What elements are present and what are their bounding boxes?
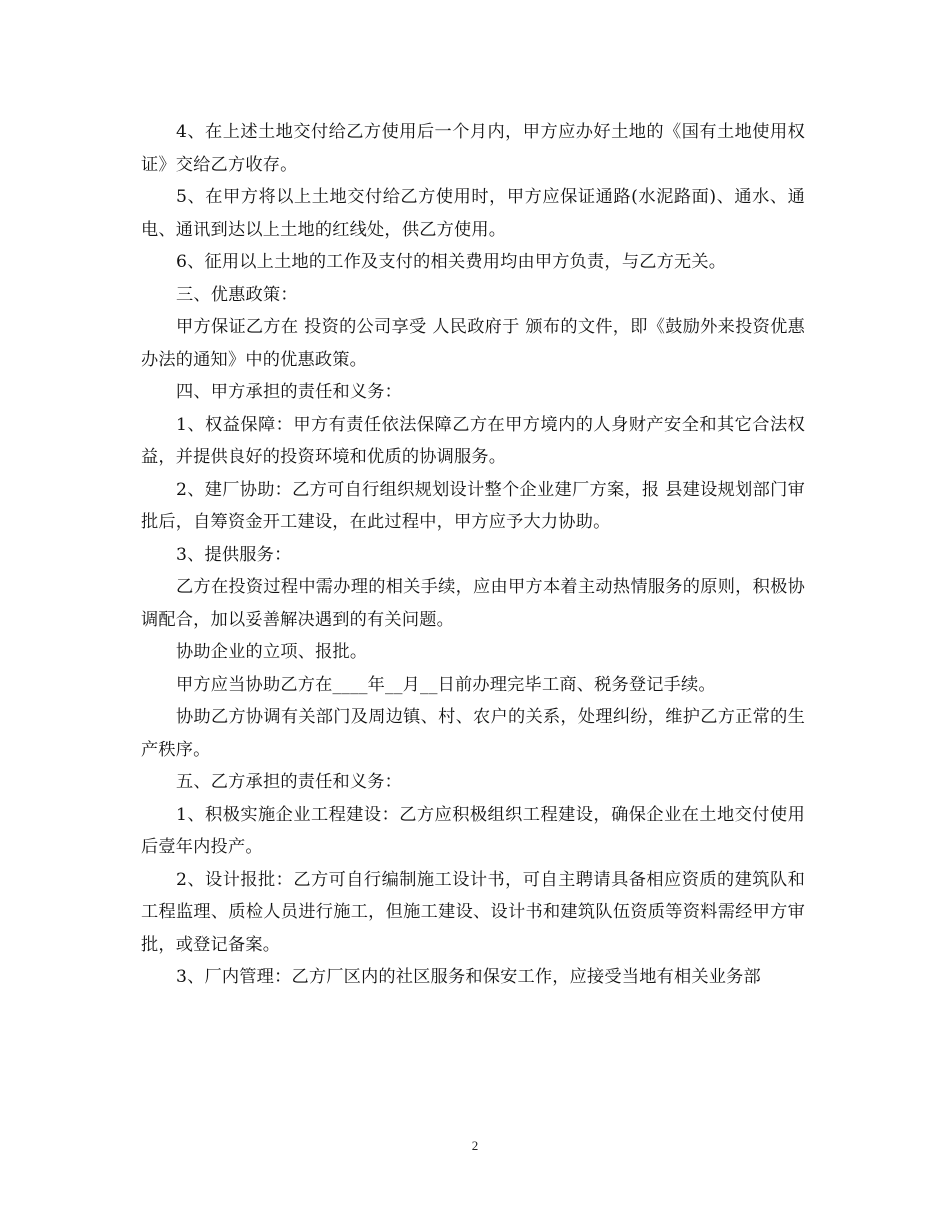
paragraph-design-approval: 2、设计报批：乙方可自行编制施工设计书，可自主聘请具备相应资质的建筑队和工程监理、质检人员进行施工，但施工建设、设计书和建筑队伍资质等资料需经甲方审批，或登记备案。 — [141, 869, 805, 955]
paragraph-project-approval: 协助企业的立项、报批。 — [176, 642, 368, 662]
paragraph-rights-protection: 1、权益保障：甲方有责任依法保障乙方在甲方境内的人身财产安全和其它合法权益，并提供良好的投资环境和优质的协调服务。 — [141, 414, 805, 467]
paragraph-preferential-policy: 甲方保证乙方在 投资的公司享受 人民政府于 颁布的文件，即《鼓励外来投资优惠办法的通知》中的优惠政策。 — [141, 317, 805, 370]
paragraph-coordination: 协助乙方协调有关部门及周边镇、村、农户的关系，处理纠纷，维护乙方正常的生产秩序。 — [141, 707, 805, 760]
paragraph-services-heading: 3、提供服务： — [176, 544, 292, 565]
section-heading-preferential-policy: 三、优惠政策： — [176, 284, 298, 305]
paragraph-land-costs: 6、征用以上土地的工作及支付的相关费用均由甲方负责，与乙方无关。 — [176, 252, 727, 272]
section-heading-party-a-duties: 四、甲方承担的责任和义务： — [176, 382, 403, 402]
paragraph-procedures: 乙方在投资过程中需办理的相关手续，应由甲方本着主动热情服务的原则，积极协调配合，加以妥善解决遇到的有关问题。 — [141, 577, 805, 630]
paragraph-registration-deadline: 甲方应当协助乙方在____年__月__日前办理完毕工商、税务登记手续。 — [176, 674, 716, 695]
paragraph-construction: 1、积极实施企业工程建设：乙方应积极组织工程建设，确保企业在土地交付使用后壹年内投产。 — [141, 804, 805, 857]
section-heading-party-b-duties: 五、乙方承担的责任和义务： — [176, 772, 403, 792]
paragraph-plant-management: 3、厂内管理：乙方厂区内的社区服务和保安工作，应接受当地有相关业务部 — [176, 967, 761, 987]
paragraph-utilities: 5、在甲方将以上土地交付给乙方使用时，甲方应保证通路(水泥路面)、通水、通电、通讯到达以上土地的红线处，供乙方使用。 — [141, 187, 805, 240]
paragraph-land-certificate: 4、在上述土地交付给乙方使用后一个月内，甲方应办好土地的《国有土地使用权证》交给乙方收存。 — [141, 122, 805, 175]
document-body — [141, 116, 805, 994]
page-number: 2 — [471, 1138, 479, 1153]
paragraph-factory-assistance: 2、建厂协助：乙方可自行组织规划设计整个企业建厂方案，报 县建设规划部门审批后，自筹资金开工建设，在此过程中，甲方应予大力协助。 — [141, 479, 805, 532]
